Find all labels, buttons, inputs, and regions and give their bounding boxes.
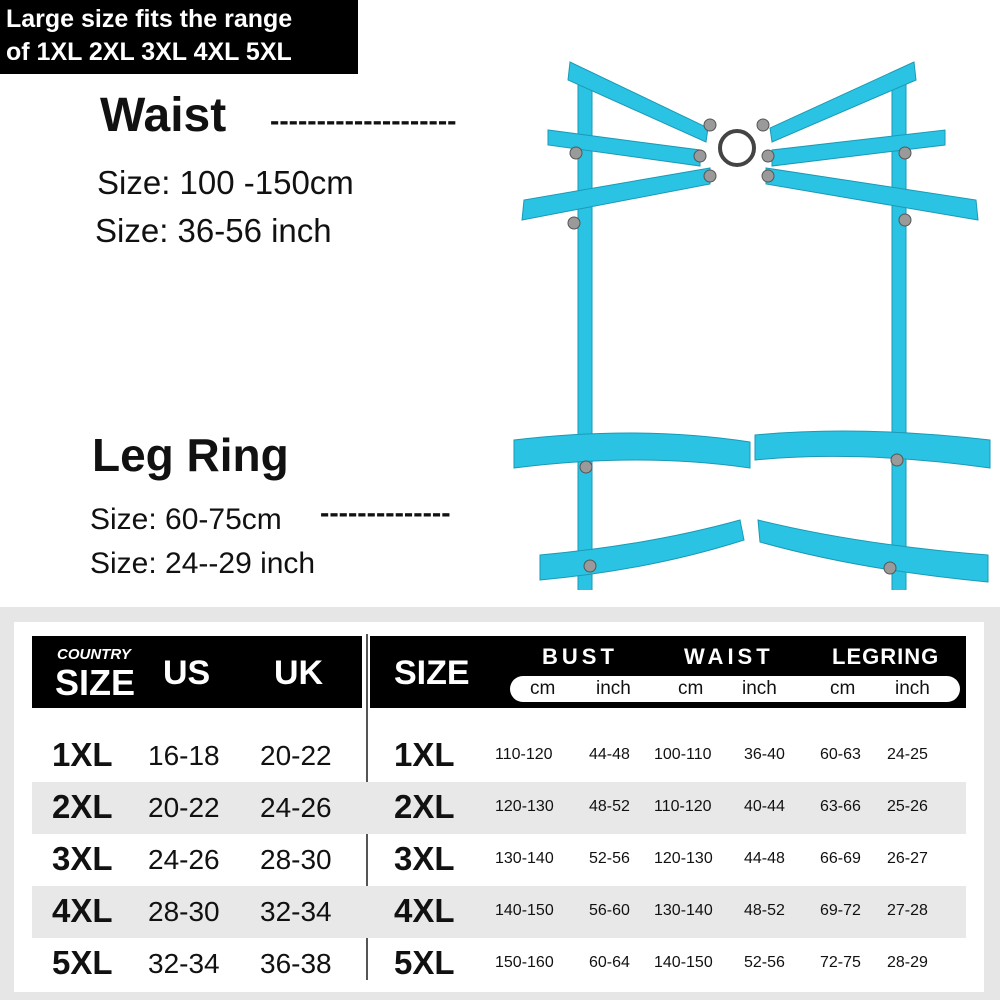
leg-ring-size-inch: Size: 24--29 inch — [90, 547, 316, 580]
waist-inch-cell: 48-52 — [744, 902, 785, 919]
bust-cm-cell: 150-160 — [495, 954, 554, 971]
size-cell-2: 4XL — [394, 892, 455, 929]
leg-inch-cell: 27-28 — [887, 902, 928, 919]
leg-ring-title: Leg Ring — [92, 429, 289, 481]
us-cell: 24-26 — [148, 844, 220, 875]
banner-line-1: Large size fits the range — [6, 5, 293, 33]
waist-strap-left-2 — [548, 130, 700, 166]
waist-strap-right-3 — [766, 168, 978, 220]
legring-group-header: LEGRING — [832, 644, 940, 669]
waist-strap-right-2 — [772, 130, 945, 166]
waist-size-inch: Size: 36-56 inch — [95, 212, 332, 249]
size-column-header: SIZE — [394, 654, 470, 692]
waist-inch-cell: 36-40 — [744, 746, 785, 763]
bust-inch-cell: 48-52 — [589, 798, 630, 815]
waist-cm-cell: 100-110 — [654, 746, 712, 763]
waist-inch-cell: 44-48 — [744, 850, 785, 867]
size-cell-2: 3XL — [394, 840, 455, 877]
size-label: SIZE — [55, 662, 136, 703]
country-label: COUNTRY — [57, 646, 131, 663]
waist-leader-line: -------------------- — [270, 105, 457, 136]
units-bar — [510, 676, 960, 702]
size-cell: 5XL — [52, 944, 113, 981]
table-row — [32, 834, 966, 886]
table-row — [32, 730, 966, 782]
table-row — [32, 886, 966, 938]
size-cell-2: 2XL — [394, 788, 455, 825]
waist-size-cm: Size: 100 -150cm — [97, 164, 354, 201]
country-size-header — [32, 636, 362, 708]
bust-cm-cell: 110-120 — [495, 746, 553, 763]
bust-cm-cell: 130-140 — [495, 850, 554, 867]
unit-waist-inch: inch — [742, 678, 777, 699]
size-range-banner — [0, 0, 358, 74]
uk-column-header: UK — [274, 654, 324, 692]
unit-waist-cm: cm — [678, 678, 704, 699]
leg-ring-right-upper — [755, 431, 990, 468]
waist-inch-cell: 40-44 — [744, 798, 785, 815]
bust-inch-cell: 52-56 — [589, 850, 630, 867]
unit-legring-inch: inch — [895, 678, 930, 699]
waist-group-header: WAIST — [684, 644, 774, 669]
measurement-header — [370, 636, 966, 708]
size-cell: 1XL — [52, 736, 113, 773]
leg-ring-right-lower — [758, 520, 988, 582]
bust-inch-cell: 56-60 — [589, 902, 630, 919]
uk-cell: 28-30 — [260, 844, 332, 875]
leg-ring-leader-line: -------------- — [320, 497, 451, 528]
us-cell: 16-18 — [148, 740, 220, 771]
leg-cm-cell: 60-63 — [820, 746, 861, 763]
uk-cell: 32-34 — [260, 896, 332, 927]
us-cell: 20-22 — [148, 792, 220, 823]
waist-cm-cell: 140-150 — [654, 954, 713, 971]
leg-ring-left-lower — [540, 520, 744, 580]
unit-bust-inch: inch — [596, 678, 631, 699]
leg-inch-cell: 25-26 — [887, 798, 928, 815]
table-row — [32, 782, 966, 834]
leg-inch-cell: 28-29 — [887, 954, 928, 971]
size-cell-2: 1XL — [394, 736, 455, 773]
bust-group-header: BUST — [542, 644, 618, 669]
uk-cell: 20-22 — [260, 740, 332, 771]
banner-line-2: of 1XL 2XL 3XL 4XL 5XL — [6, 38, 292, 66]
size-chart — [14, 622, 984, 992]
waist-cm-cell: 110-120 — [654, 798, 712, 815]
bust-inch-cell: 60-64 — [589, 954, 630, 971]
size-chart-panel — [0, 607, 1000, 1000]
us-cell: 28-30 — [148, 896, 220, 927]
size-cell: 2XL — [52, 788, 113, 825]
harness-product-image — [500, 50, 1000, 590]
unit-legring-cm: cm — [830, 678, 856, 699]
leg-cm-cell: 69-72 — [820, 902, 861, 919]
waist-title: Waist — [100, 89, 227, 142]
leg-inch-cell: 26-27 — [887, 850, 928, 867]
waist-inch-cell: 52-56 — [744, 954, 785, 971]
bust-cm-cell: 120-130 — [495, 798, 554, 815]
bust-inch-cell: 44-48 — [589, 746, 630, 763]
leg-cm-cell: 63-66 — [820, 798, 861, 815]
us-cell: 32-34 — [148, 948, 220, 979]
waist-cm-cell: 120-130 — [654, 850, 713, 867]
leg-ring-size-cm: Size: 60-75cm — [90, 503, 282, 536]
o-ring — [720, 131, 754, 165]
leg-cm-cell: 66-69 — [820, 850, 861, 867]
waist-cm-cell: 130-140 — [654, 902, 713, 919]
bust-cm-cell: 140-150 — [495, 902, 554, 919]
size-cell: 4XL — [52, 892, 113, 929]
unit-bust-cm: cm — [530, 678, 556, 699]
leg-inch-cell: 24-25 — [887, 746, 928, 763]
uk-cell: 24-26 — [260, 792, 332, 823]
table-row — [32, 938, 966, 990]
leg-cm-cell: 72-75 — [820, 954, 861, 971]
waist-strap-left-3 — [522, 168, 710, 220]
size-cell-2: 5XL — [394, 944, 455, 981]
uk-cell: 36-38 — [260, 948, 332, 979]
size-cell: 3XL — [52, 840, 113, 877]
us-column-header: US — [163, 654, 211, 692]
leg-ring-left-upper — [514, 433, 750, 468]
